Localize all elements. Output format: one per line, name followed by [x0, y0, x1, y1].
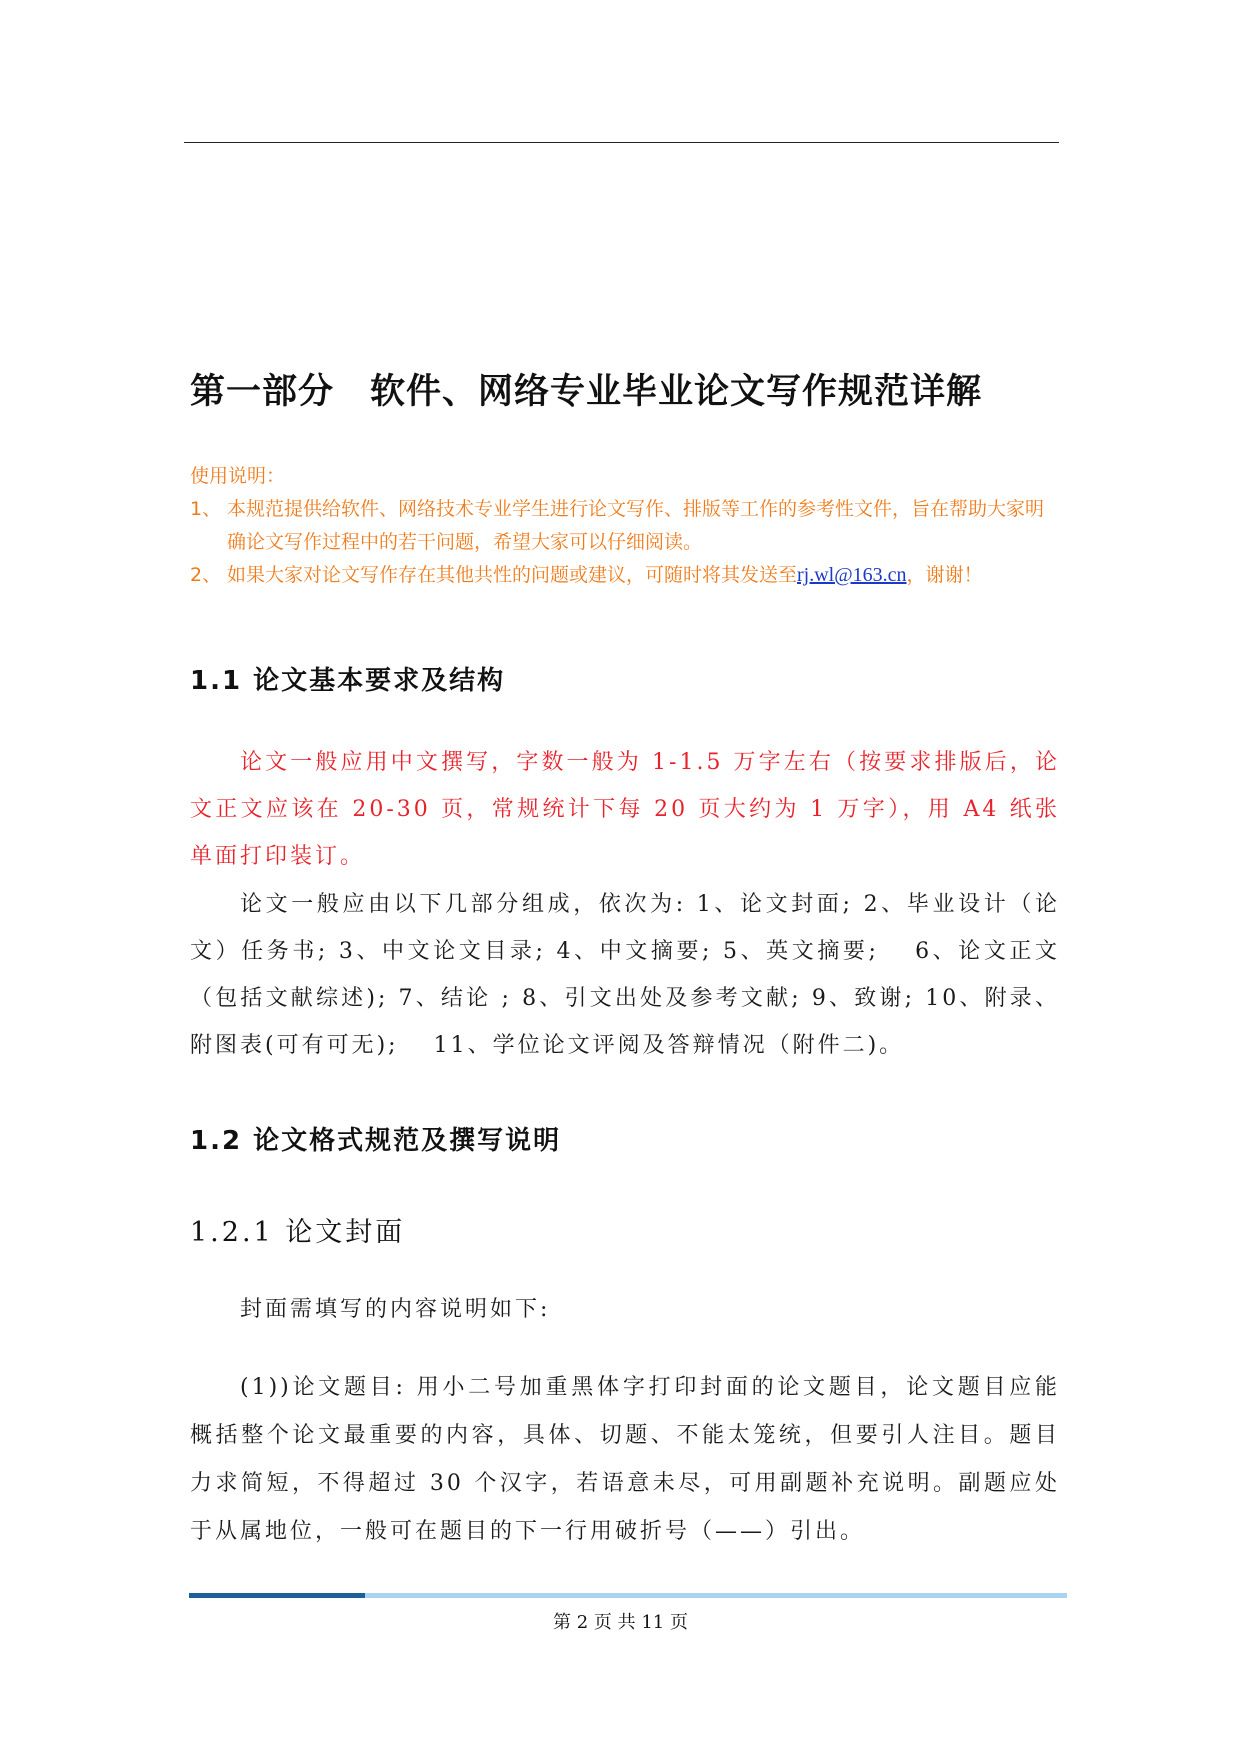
note-text: 本规范提供给软件、网络技术专业学生进行论文写作、排版等工作的参考性文件，旨在帮助大家明确论文写作过程中的若干问题，希望大家可以仔细阅读。	[227, 498, 1045, 553]
requirements-paragraph	[190, 739, 1060, 880]
requirements-text: 论文一般应用中文撰写，字数一般为 1-1.5 万字左右（按要求排版后，论文正文应该在 20-30 页，常规统计下每 20 页大约为 1 万字），用 A4 纸张单面打印装订。	[190, 750, 1060, 869]
page-number: 第 2 页 共 11 页	[553, 1612, 688, 1633]
note-text: 如果大家对论文写作存在其他共性的问题或建议，可随时将其发送至	[227, 564, 798, 586]
structure-paragraph	[190, 881, 1060, 1069]
header-rule	[184, 142, 1059, 143]
note-number: 2、	[190, 564, 222, 586]
subsection-heading-1-2-1: 1.2.1 论文封面	[190, 1217, 406, 1248]
section-heading-1-1: 1.1 论文基本要求及结构	[190, 666, 506, 696]
email-link[interactable]: rj.wl@163.cn	[797, 564, 907, 586]
footer-bar-dark-segment	[189, 1593, 365, 1598]
cover-intro-text: 封面需填写的内容说明如下:	[240, 1297, 551, 1322]
cover-intro-paragraph	[190, 1290, 1060, 1330]
structure-text: 论文一般应由以下几部分组成，依次为: 1、论文封面; 2、毕业设计（论文）任务书; 3、中文论文目录; 4、中文摘要; 5、英文摘要; 6、论文正文（包括文献综述); 7、结论 ; 8、引文出处及参考文献; 9、致谢; 10、附录、附图表(可有可无); 11、学位论文评阅及答辩情况（附件二)。	[190, 892, 1060, 1058]
note-text-end: ，谢谢！	[906, 564, 983, 586]
note-text-wrapper	[227, 559, 983, 592]
section-heading-1-2: 1.2 论文格式规范及撰写说明	[190, 1126, 562, 1156]
note-number: 1、	[190, 498, 222, 520]
cover-item-text: (1))论文题目: 用小二号加重黑体字打印封面的论文题目，论文题目应能概括整个论文最重要的内容，具体、切题、不能太笼统，但要引人注目。题目力求简短，不得超过 30 个汉字，若语意未尽，可用副题补充说明。副题应处于从属地位，一般可在题目的下一行用破折号（——）引出。	[190, 1375, 1060, 1544]
cover-item-paragraph	[190, 1364, 1060, 1556]
usage-note-1	[190, 493, 1060, 559]
usage-note-2	[190, 559, 1060, 592]
usage-notes	[190, 460, 1060, 592]
part-title: 第一部分 软件、网络专业毕业论文写作规范详解	[190, 372, 983, 412]
usage-heading: 使用说明：	[190, 465, 286, 487]
footer-bar	[189, 1593, 1067, 1598]
footer-bar-light-segment	[365, 1593, 1067, 1598]
